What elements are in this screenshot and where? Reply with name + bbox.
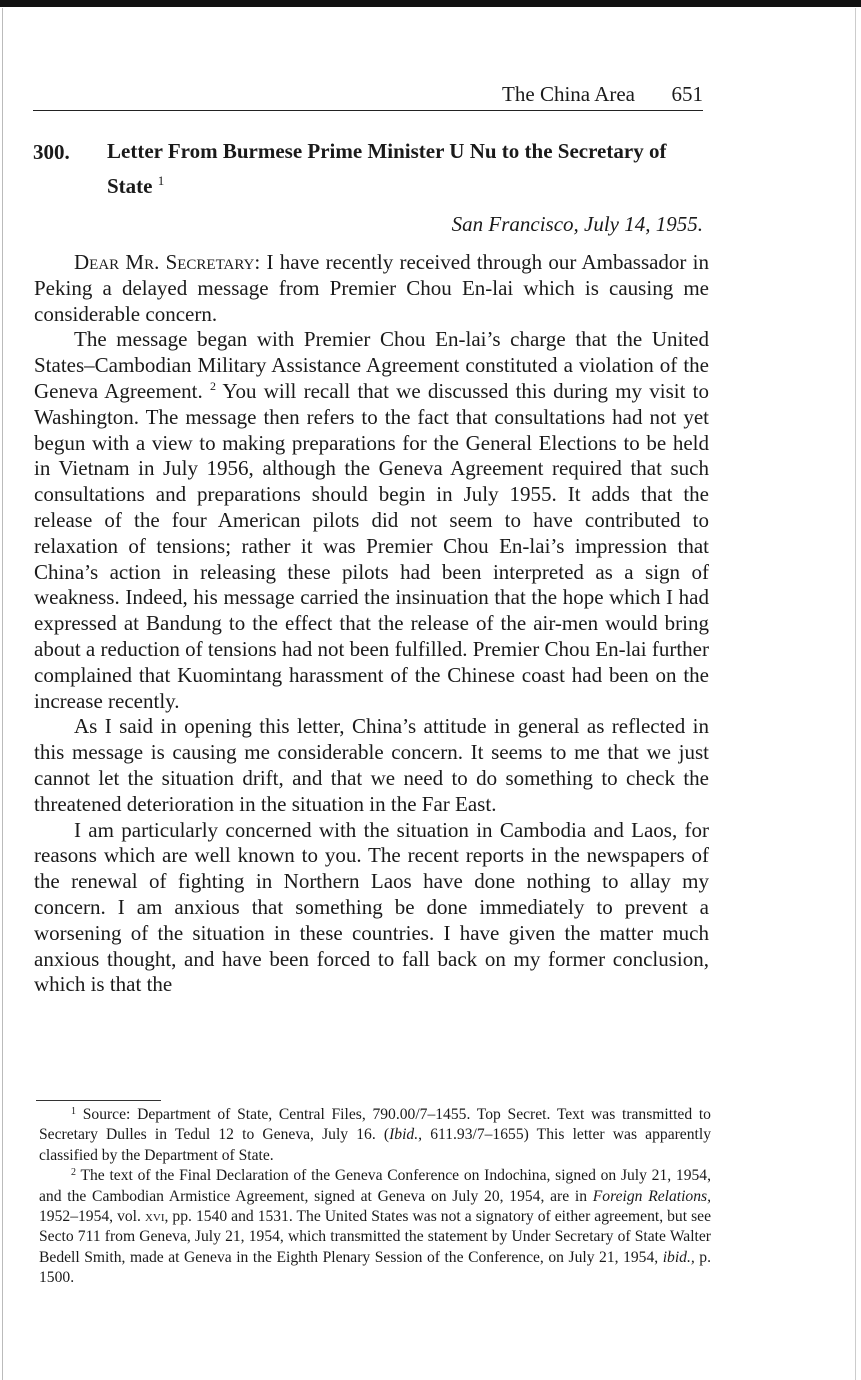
footnote-2-text-b: 1952–1954, vol. bbox=[39, 1208, 145, 1226]
footnotes bbox=[39, 1105, 711, 1289]
paragraph-1 bbox=[34, 250, 709, 327]
footnote-2-text-d: p. 1500. bbox=[39, 1248, 711, 1287]
footnote-rule bbox=[36, 1100, 161, 1101]
letter-body bbox=[34, 250, 709, 998]
document-title bbox=[107, 137, 667, 201]
paragraph-2-text-a: The message began with Premier Chou En-lai’s charge that the United States–Cambodian Military Assistance Agreement constituted a violation of the Geneva Agreement. bbox=[34, 327, 709, 403]
footnote-2-text-a: The text of the Final Declaration of the Geneva Conference on Indochina, signed on July 21, 1954, and the Cambodian Armistice Agreement, signed at Geneva on July 20, 1954, are in bbox=[39, 1167, 711, 1205]
footnote-1-ibid: Ibid., bbox=[389, 1126, 423, 1144]
footnote-1-marker: 1 bbox=[71, 1106, 76, 1117]
paragraph-2 bbox=[34, 327, 709, 714]
document-title-text: Letter From Burmese Prime Minister U Nu to the Secretary of State bbox=[107, 139, 667, 198]
salutation: Dear Mr. Secretary: bbox=[74, 250, 261, 274]
paragraph-4: I am particularly concerned with the situation in Cambodia and Laos, for reasons which are well known to you. The recent reports in the newspapers of the renewal of fighting in Northern Laos have done nothing to allay my concern. I am anxious that something be done immediately to prevent a worsening of the situation in these countries. I have given the matter much anxious thought, and have been forced to fall back on my former conclusion, which is that the bbox=[34, 817, 709, 997]
page-right-edge bbox=[855, 8, 856, 1380]
footnote-1-text-b: 611.93/7–1655) This letter was apparently classified by the Department of State. bbox=[39, 1126, 711, 1164]
paragraph-3: As I said in opening this letter, China’s attitude in general as reflected in this message is causing me considerable concern. It seems to me that we just cannot let the situation drift, and that we need to do something to check the threatened deterioration in the situation in the Far East. bbox=[34, 714, 709, 816]
footnote-2-ibid: ibid., bbox=[662, 1248, 695, 1266]
footnote-2-text-c: , pp. 1540 and 1531. The United States was not a signatory of either agreement, but see Secto 711 from Geneva, July 21, 1954, which transmitted the statement by Under Secretary of State Walter Bedell Smith, made at Geneva in the Eighth Plenary Session of the Conference, on July 21, 1954, bbox=[39, 1208, 711, 1266]
running-head bbox=[33, 80, 703, 111]
running-head-title: The China Area bbox=[502, 82, 635, 106]
page-number: 651 bbox=[671, 82, 703, 106]
footnote-ref-2: 2 bbox=[209, 378, 216, 393]
paragraph-2-text-b: You will recall that we discussed this during my visit to Washington. The message then refers to the fact that consultations had not yet begun with a view to making preparations for the General Elections to be held in Vietnam in July 1956, although the Geneva Agreement required that such consultations and preparations should begin in July 1955. It adds that the release of the four American pilots did not seem to have contributed to relaxation of tensions; rather it was Premier Chou En-lai’s impression that China’s action in releasing these pilots had been interpreted as a sign of weakness. Indeed, his message carried the insinuation that the hope which I had expressed at Bandung to the effect that the release of the air-men would bring about a reduction of tensions had not been fulfilled. Premier Chou En-lai further complained that Kuomintang harassment of the Chinese coast had been on the increase recently. bbox=[34, 378, 709, 713]
document-number: 300. bbox=[33, 140, 70, 164]
paragraph-1-text: I have recently received through our Ambassador in Peking a delayed message from Premier Chou En-lai which is causing me considerable concern. bbox=[34, 250, 710, 326]
dateline: San Francisco, July 14, 1955. bbox=[451, 212, 703, 236]
footnote-2 bbox=[39, 1166, 711, 1288]
footnote-2-marker: 2 bbox=[71, 1167, 76, 1179]
footnote-1 bbox=[39, 1105, 711, 1166]
page-left-edge bbox=[2, 8, 3, 1380]
footnote-1-text-a: Source: Department of State, Central Files, 790.00/7–1455. Top Secret. Text was transmitted to Secretary Dulles in Tedul 12 to Geneva, July 16. ( bbox=[39, 1106, 711, 1144]
title-footnote-ref: 1 bbox=[157, 173, 165, 188]
footnote-2-foreign-relations: Foreign Relations, bbox=[592, 1187, 711, 1205]
page-top-border bbox=[0, 0, 861, 7]
footnote-2-volume: xvi bbox=[144, 1208, 165, 1226]
